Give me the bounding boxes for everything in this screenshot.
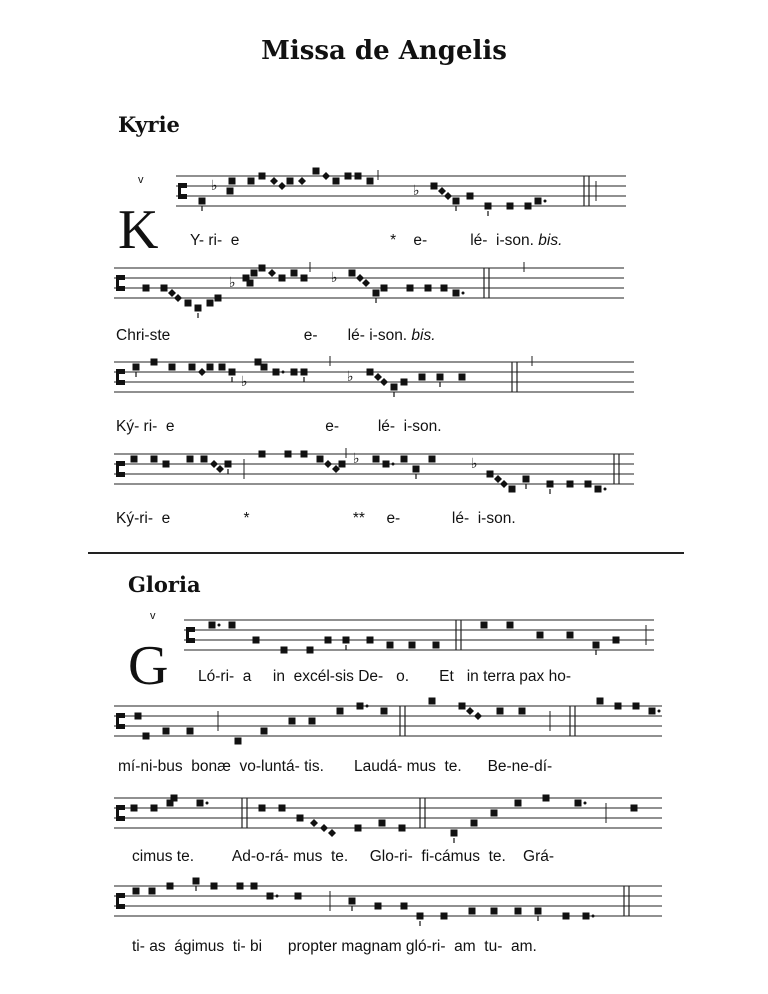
neume-punctum xyxy=(381,285,388,292)
neume-punctum xyxy=(247,280,254,287)
neume-punctum xyxy=(333,178,340,185)
neume-punctum xyxy=(507,622,514,629)
neume-punctum xyxy=(453,290,460,297)
kyrie-staff-3 xyxy=(114,356,634,420)
neume-punctum xyxy=(613,637,620,644)
neume-punctum xyxy=(229,622,236,629)
neume-punctum xyxy=(507,203,514,210)
neume-punctum xyxy=(163,728,170,735)
neume-punctum xyxy=(491,908,498,915)
neume-rhombus xyxy=(210,460,218,468)
neume-punctum xyxy=(309,718,316,725)
neume-punctum xyxy=(407,285,414,292)
clef-icon xyxy=(119,816,125,821)
neume-punctum xyxy=(273,369,280,376)
gloria-lyrics-3: cimus te. Ad-o-rá- mus te. Glo-ri- fi-cámus te. Grá- xyxy=(132,848,555,865)
neume-punctum xyxy=(143,285,150,292)
neume-punctum xyxy=(197,800,204,807)
neume-punctum xyxy=(171,795,178,802)
neume-punctum xyxy=(169,364,176,371)
kyrie-v-mark: v xyxy=(138,174,144,186)
neume-punctum xyxy=(459,703,466,710)
gloria-staff-3 xyxy=(114,792,662,856)
clef-icon xyxy=(181,183,187,188)
neume-punctum xyxy=(387,642,394,649)
neume-punctum xyxy=(543,795,550,802)
neume-punctum xyxy=(497,708,504,715)
neume-punctum xyxy=(383,461,390,468)
neume-punctum xyxy=(295,893,302,900)
mora-dot xyxy=(584,802,587,805)
neume-punctum xyxy=(515,800,522,807)
neume-punctum xyxy=(567,632,574,639)
neume-punctum xyxy=(337,708,344,715)
neume-rhombus xyxy=(322,172,330,180)
neume-punctum xyxy=(281,647,288,654)
neume-punctum xyxy=(399,825,406,832)
neume-punctum xyxy=(235,738,242,745)
neume-punctum xyxy=(429,456,436,463)
neume-rhombus xyxy=(168,289,176,297)
kyrie-lyrics-4: Ký-ri- e * ** e- lé- i-son. xyxy=(116,510,516,527)
neume-punctum xyxy=(167,883,174,890)
clef-icon xyxy=(116,369,119,385)
clef-icon xyxy=(116,461,119,477)
neume-rhombus xyxy=(444,192,452,200)
gloria-staff-4 xyxy=(114,880,662,944)
flat-icon: ♭ xyxy=(211,178,218,194)
neume-punctum xyxy=(237,883,244,890)
neume-punctum xyxy=(219,364,226,371)
neume-punctum xyxy=(255,359,262,366)
kyrie-staff-4 xyxy=(114,448,634,512)
neume-rhombus xyxy=(494,475,502,483)
mora-dot xyxy=(282,371,285,374)
neume-punctum xyxy=(597,698,604,705)
mora-dot xyxy=(544,200,547,203)
neume-punctum xyxy=(325,637,332,644)
flat-icon: ♭ xyxy=(413,183,420,199)
neume-rhombus xyxy=(268,269,276,277)
neume-punctum xyxy=(149,888,156,895)
neume-punctum xyxy=(253,637,260,644)
mora-dot xyxy=(366,705,369,708)
flat-icon: ♭ xyxy=(347,369,354,385)
neume-punctum xyxy=(535,198,542,205)
neume-punctum xyxy=(419,374,426,381)
gloria-lyrics-2: mí-ni-bus bonæ vo-luntá- tis. Laudá- mus te. Be-ne-dí- xyxy=(118,758,553,775)
neume-punctum xyxy=(441,913,448,920)
neume-punctum xyxy=(373,290,380,297)
neume-punctum xyxy=(291,369,298,376)
neume-punctum xyxy=(187,728,194,735)
neume-punctum xyxy=(131,805,138,812)
clef-icon xyxy=(119,713,125,718)
neume-punctum xyxy=(345,173,352,180)
neume-punctum xyxy=(279,275,286,282)
clef-icon xyxy=(119,904,125,909)
neume-punctum xyxy=(547,481,554,488)
mora-dot xyxy=(206,802,209,805)
neume-punctum xyxy=(195,305,202,312)
neume-punctum xyxy=(151,359,158,366)
neume-punctum xyxy=(451,830,458,837)
neume-punctum xyxy=(251,270,258,277)
neume-rhombus xyxy=(328,829,336,837)
mora-dot xyxy=(604,488,607,491)
neume-punctum xyxy=(229,178,236,185)
neume-punctum xyxy=(485,203,492,210)
neume-punctum xyxy=(207,364,214,371)
neume-rhombus xyxy=(310,819,318,827)
neume-punctum xyxy=(201,456,208,463)
neume-punctum xyxy=(471,820,478,827)
neume-punctum xyxy=(537,632,544,639)
mora-dot xyxy=(592,915,595,918)
clef-icon xyxy=(119,275,125,280)
gloria-lyrics-1: Ló-ri- a in excél-sis De- o. Et in terra pax ho- xyxy=(198,668,571,685)
neume-punctum xyxy=(575,800,582,807)
neume-punctum xyxy=(425,285,432,292)
neume-punctum xyxy=(649,708,656,715)
neume-rhombus xyxy=(466,707,474,715)
neume-punctum xyxy=(189,364,196,371)
kyrie-lyrics-3: Ký- ri- e e- lé- i-son. xyxy=(116,418,442,435)
neume-punctum xyxy=(631,805,638,812)
clef-icon xyxy=(119,369,125,374)
clef-icon xyxy=(119,472,125,477)
neume-punctum xyxy=(307,647,314,654)
neume-punctum xyxy=(229,369,236,376)
neume-punctum xyxy=(215,295,222,302)
neume-punctum xyxy=(593,642,600,649)
neume-punctum xyxy=(467,193,474,200)
neume-punctum xyxy=(259,173,266,180)
neume-punctum xyxy=(287,178,294,185)
neume-punctum xyxy=(279,805,286,812)
neume-punctum xyxy=(391,384,398,391)
neume-punctum xyxy=(417,913,424,920)
neume-rhombus xyxy=(270,177,278,185)
neume-punctum xyxy=(225,461,232,468)
neume-rhombus xyxy=(298,177,306,185)
kyrie-lyrics-1: Y- ri- e * e- lé- i-son. bis. xyxy=(190,232,563,249)
clef-icon xyxy=(178,183,181,199)
clef-icon xyxy=(119,893,125,898)
clef-icon xyxy=(181,194,187,199)
neume-punctum xyxy=(583,913,590,920)
neume-punctum xyxy=(289,718,296,725)
neume-punctum xyxy=(487,471,494,478)
neume-punctum xyxy=(367,369,374,376)
flat-icon: ♭ xyxy=(353,451,360,467)
neume-punctum xyxy=(209,622,216,629)
mora-dot xyxy=(392,463,395,466)
neume-punctum xyxy=(401,379,408,386)
neume-punctum xyxy=(227,188,234,195)
clef-icon xyxy=(189,627,195,632)
neume-punctum xyxy=(431,183,438,190)
neume-punctum xyxy=(437,374,444,381)
neume-punctum xyxy=(367,178,374,185)
neume-punctum xyxy=(301,451,308,458)
gloria-heading: Gloria xyxy=(128,572,201,597)
neume-punctum xyxy=(453,198,460,205)
kyrie-staff-2 xyxy=(114,262,624,326)
neume-rhombus xyxy=(216,465,224,473)
clef-icon xyxy=(119,286,125,291)
neume-punctum xyxy=(567,481,574,488)
neume-punctum xyxy=(248,178,255,185)
neume-punctum xyxy=(381,708,388,715)
neume-rhombus xyxy=(374,373,382,381)
neume-punctum xyxy=(297,815,304,822)
neume-rhombus xyxy=(362,279,370,287)
neume-punctum xyxy=(301,369,308,376)
neume-punctum xyxy=(151,805,158,812)
neume-punctum xyxy=(375,903,382,910)
mora-dot xyxy=(218,624,221,627)
neume-punctum xyxy=(259,265,266,272)
neume-punctum xyxy=(301,275,308,282)
kyrie-heading: Kyrie xyxy=(118,112,180,137)
gloria-staff-2 xyxy=(114,700,662,764)
neume-punctum xyxy=(133,888,140,895)
kyrie-staff-1 xyxy=(176,170,626,234)
clef-icon xyxy=(119,380,125,385)
clef-icon xyxy=(119,724,125,729)
neume-rhombus xyxy=(174,294,182,302)
clef-icon xyxy=(186,627,189,643)
neume-rhombus xyxy=(500,480,508,488)
neume-punctum xyxy=(509,486,516,493)
neume-rhombus xyxy=(474,712,482,720)
neume-punctum xyxy=(469,908,476,915)
neume-punctum xyxy=(135,713,142,720)
neume-rhombus xyxy=(278,182,286,190)
neume-punctum xyxy=(585,481,592,488)
neume-punctum xyxy=(595,486,602,493)
neume-punctum xyxy=(429,698,436,705)
neume-rhombus xyxy=(438,187,446,195)
neume-punctum xyxy=(373,456,380,463)
neume-punctum xyxy=(131,456,138,463)
flat-icon: ♭ xyxy=(331,270,338,286)
neume-punctum xyxy=(563,913,570,920)
neume-punctum xyxy=(523,476,530,483)
neume-punctum xyxy=(251,883,258,890)
clef-icon xyxy=(116,275,119,291)
neume-punctum xyxy=(285,451,292,458)
neume-punctum xyxy=(349,270,356,277)
neume-rhombus xyxy=(198,368,206,376)
gloria-v-mark: v xyxy=(150,610,156,622)
page-title: Missa de Angelis xyxy=(261,36,507,66)
neume-punctum xyxy=(401,456,408,463)
neume-punctum xyxy=(261,364,268,371)
neume-punctum xyxy=(413,466,420,473)
neume-punctum xyxy=(615,703,622,710)
neume-punctum xyxy=(379,820,386,827)
clef-icon xyxy=(116,893,119,909)
neume-punctum xyxy=(193,878,200,885)
section-divider xyxy=(88,552,684,554)
neume-punctum xyxy=(291,270,298,277)
neume-punctum xyxy=(433,642,440,649)
neume-punctum xyxy=(519,708,526,715)
neume-punctum xyxy=(259,805,266,812)
neume-punctum xyxy=(313,168,320,175)
neume-punctum xyxy=(355,173,362,180)
neume-punctum xyxy=(161,285,168,292)
neume-rhombus xyxy=(356,274,364,282)
neume-rhombus xyxy=(380,378,388,386)
neume-punctum xyxy=(259,451,266,458)
clef-icon xyxy=(119,805,125,810)
flat-icon: ♭ xyxy=(229,275,236,291)
mora-dot xyxy=(276,895,279,898)
neume-punctum xyxy=(151,456,158,463)
neume-punctum xyxy=(185,300,192,307)
neume-punctum xyxy=(401,903,408,910)
mora-dot xyxy=(658,710,661,713)
neume-punctum xyxy=(163,461,170,468)
kyrie-lyrics-2: Chri-ste e- lé- i-son. bis. xyxy=(116,327,436,344)
neume-punctum xyxy=(481,622,488,629)
clef-icon xyxy=(119,461,125,466)
neume-punctum xyxy=(491,810,498,817)
flat-icon: ♭ xyxy=(241,374,248,390)
neume-punctum xyxy=(199,198,206,205)
neume-punctum xyxy=(211,883,218,890)
neume-punctum xyxy=(349,898,356,905)
neume-punctum xyxy=(343,637,350,644)
neume-punctum xyxy=(633,703,640,710)
neume-punctum xyxy=(409,642,416,649)
gloria-initial-letter: G xyxy=(128,635,169,697)
mora-dot xyxy=(462,292,465,295)
neume-punctum xyxy=(339,461,346,468)
neume-punctum xyxy=(459,374,466,381)
neume-punctum xyxy=(535,908,542,915)
neume-rhombus xyxy=(320,824,328,832)
neume-punctum xyxy=(441,285,448,292)
gloria-lyrics-4: ti- as ágimus ti- bi propter magnam gló-ri- am tu- am. xyxy=(132,938,537,955)
neume-punctum xyxy=(355,825,362,832)
clef-icon xyxy=(189,638,195,643)
neume-punctum xyxy=(267,893,274,900)
neume-punctum xyxy=(357,703,364,710)
neume-punctum xyxy=(207,300,214,307)
neume-punctum xyxy=(143,733,150,740)
neume-punctum xyxy=(367,637,374,644)
neume-punctum xyxy=(525,203,532,210)
neume-punctum xyxy=(317,456,324,463)
neume-punctum xyxy=(133,364,140,371)
clef-icon xyxy=(116,713,119,729)
neume-punctum xyxy=(515,908,522,915)
flat-icon: ♭ xyxy=(471,456,478,472)
kyrie-initial-letter: K xyxy=(118,199,159,261)
clef-icon xyxy=(116,805,119,821)
neume-punctum xyxy=(261,728,268,735)
neume-rhombus xyxy=(324,460,332,468)
neume-punctum xyxy=(187,456,194,463)
